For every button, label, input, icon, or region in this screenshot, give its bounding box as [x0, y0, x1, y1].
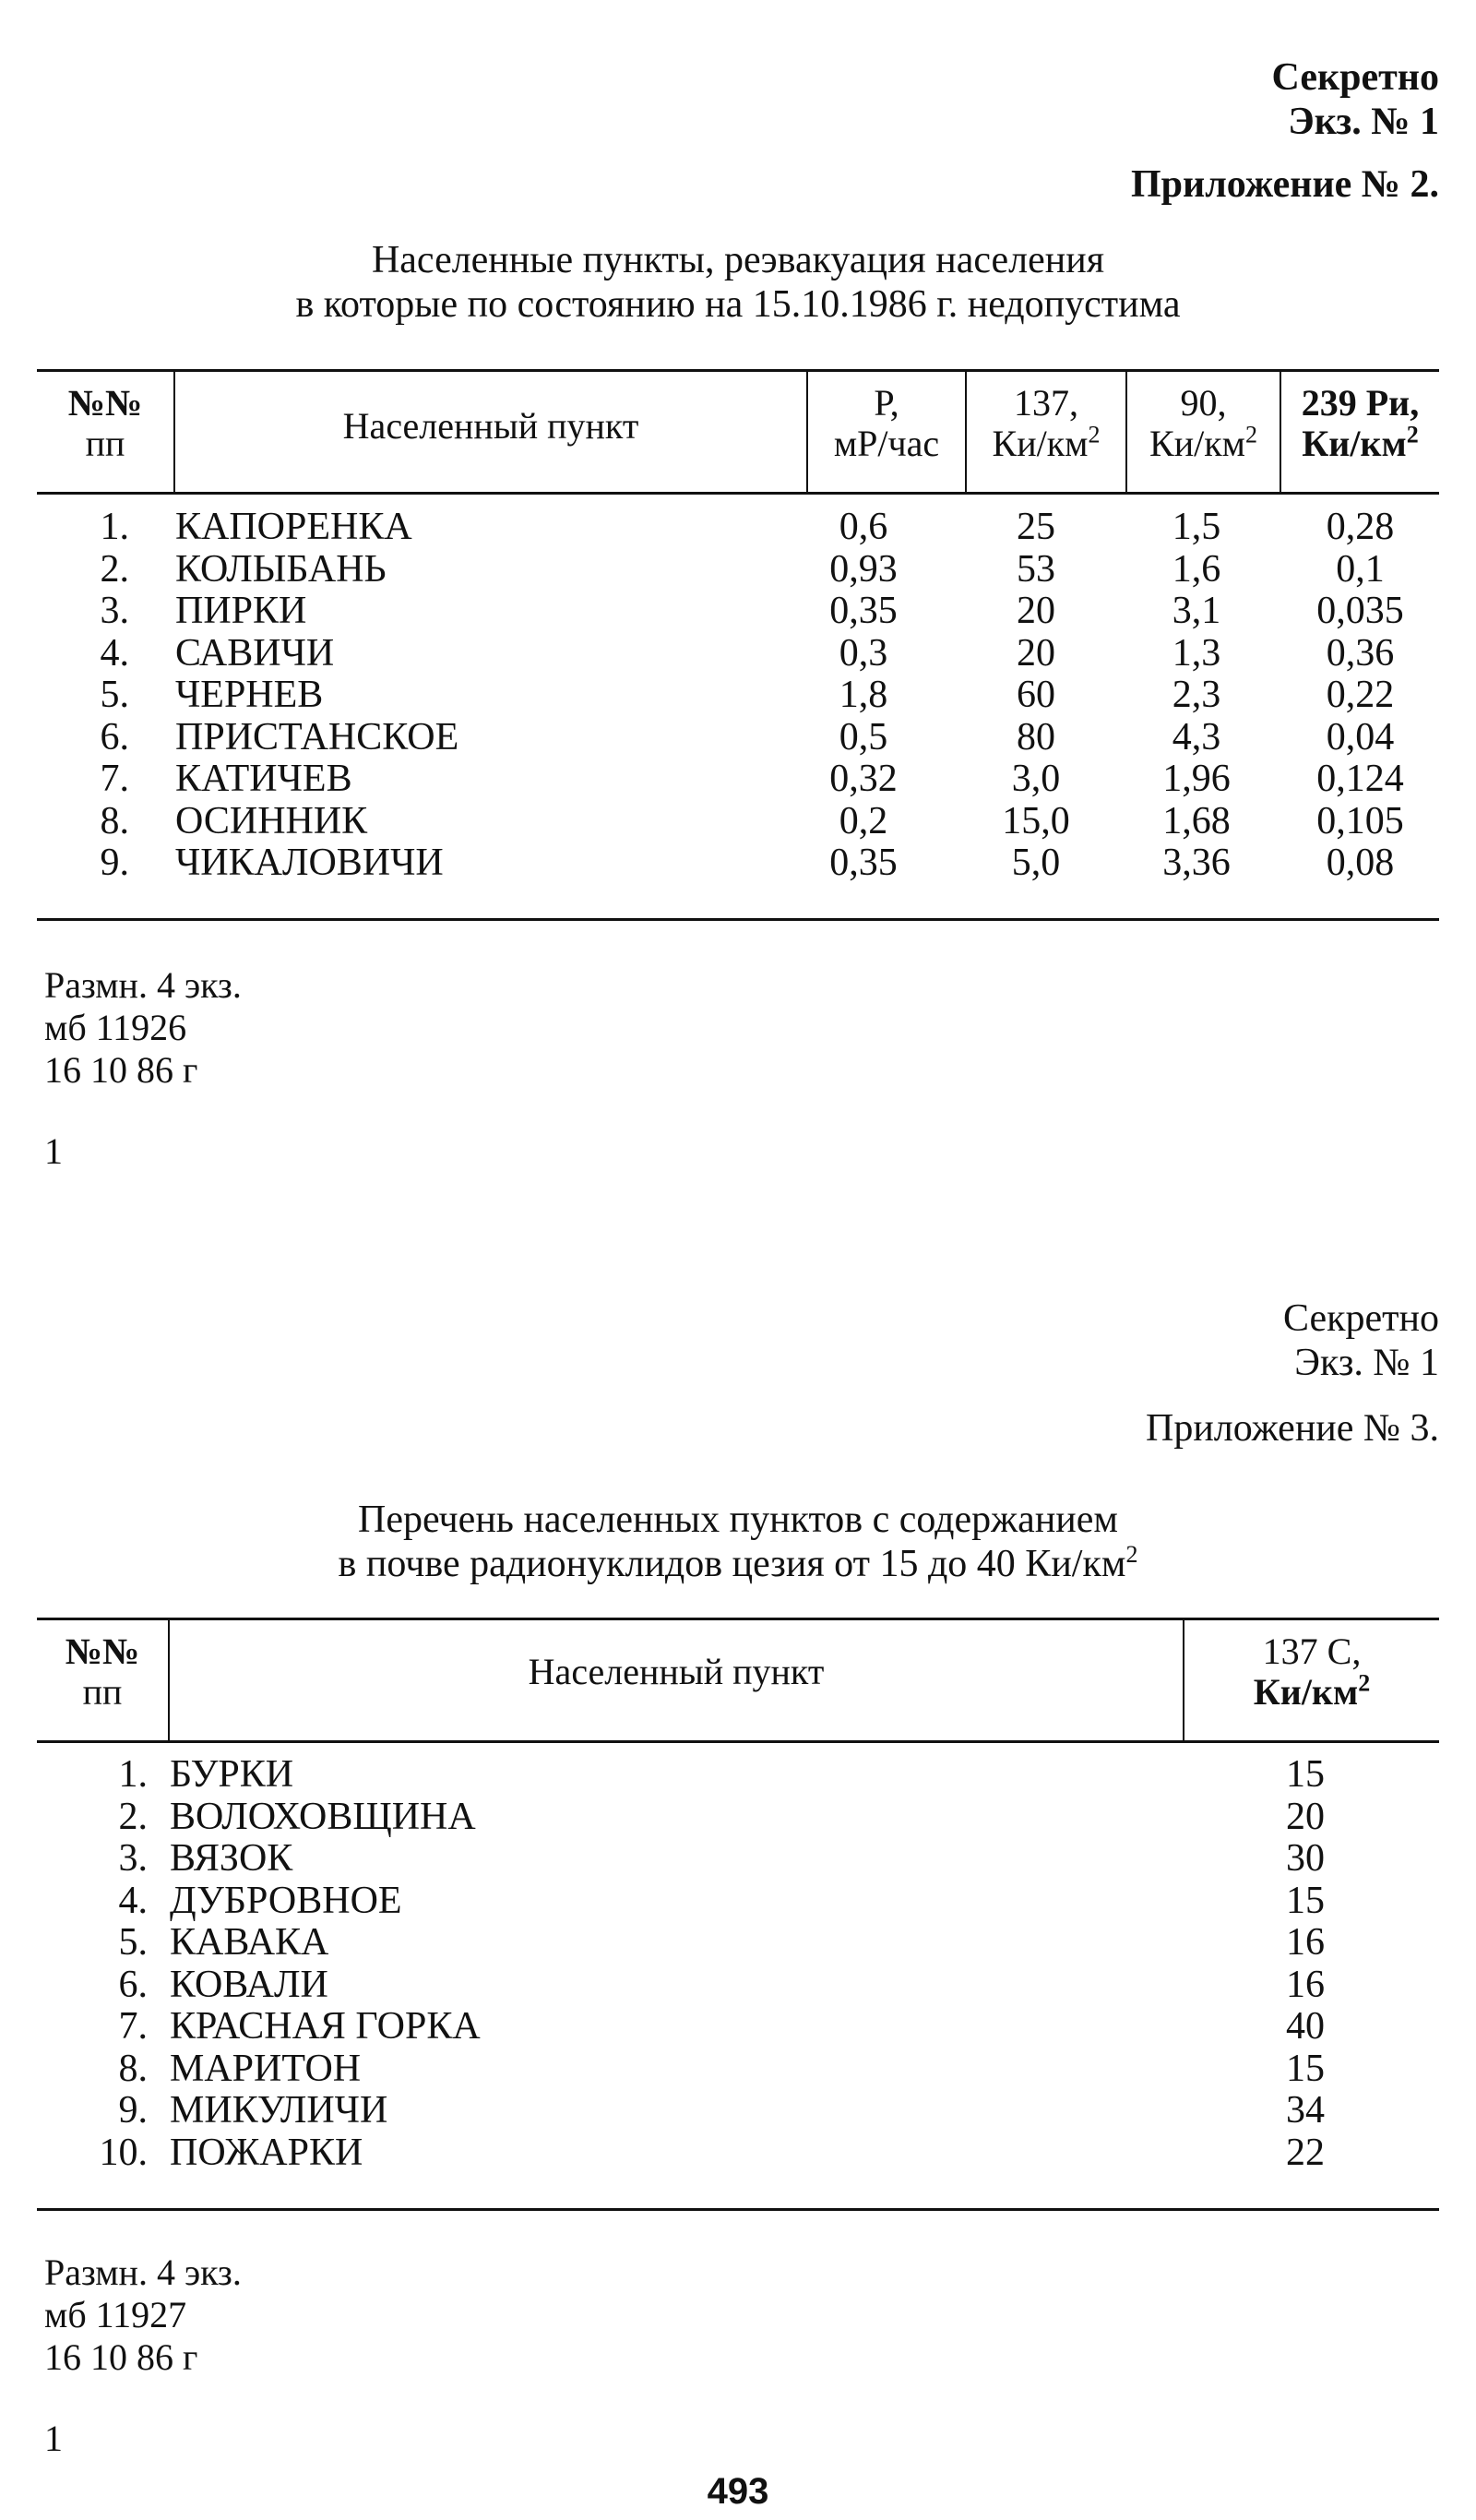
doc1-classification: [1271, 55, 1439, 144]
row-sr90: 3,1: [1172, 590, 1221, 632]
row-cs137: 20: [1286, 1795, 1325, 1838]
table-row: [0, 2005, 1476, 2048]
row-number: 8.: [100, 799, 129, 842]
row-cs137: 15: [1286, 1753, 1325, 1796]
doc2-header-name: Населенный пункт: [528, 1651, 825, 1692]
row-cs137: 22: [1286, 2131, 1325, 2174]
doc2-table-top-rule: [37, 1618, 1439, 1620]
doc1-header-name: Населенный пункт: [342, 405, 639, 447]
row-cs137: 16: [1286, 1963, 1325, 2006]
row-settlement-name: ЧИКАЛОВИЧИ: [175, 842, 444, 884]
row-cs137: 16: [1286, 1921, 1325, 1964]
row-settlement-name: САВИЧИ: [175, 631, 335, 675]
doc1-footer-copies: Размн. 4 экз.: [44, 964, 242, 1006]
row-settlement-name: МАРИТОН: [170, 2047, 362, 2090]
row-number: 8.: [118, 2047, 148, 2090]
row-number: 2.: [118, 1795, 148, 1838]
table-row: [0, 632, 1476, 675]
doc2-appendix: Приложение № 3.: [1146, 1407, 1439, 1450]
table-row: [0, 2132, 1476, 2174]
doc2-header-cs137: 137 С, $Ки/км^2$: [1253, 1630, 1371, 1713]
table-row: [0, 1921, 1476, 1964]
row-dose-rate: 0,6: [839, 506, 888, 548]
table-row: [0, 590, 1476, 632]
row-pu239: 0,04: [1326, 715, 1395, 758]
row-dose-rate: 0,93: [829, 547, 898, 591]
doc2-title-line1: Перечень населенных пунктов с содержанием: [357, 1499, 1118, 1541]
doc1-header-sr90: 90, $Ки/км^2$: [1149, 382, 1257, 464]
row-pu239: 0,124: [1316, 758, 1404, 800]
row-cs137: 15,0: [1002, 799, 1070, 842]
doc1-copy-label: Экз. № 1: [1288, 101, 1439, 143]
row-number: 3.: [118, 1837, 148, 1880]
table-row: [0, 800, 1476, 842]
row-settlement-name: КОЛЫБАНЬ: [175, 547, 387, 591]
doc1-table-top-rule: [37, 369, 1439, 372]
doc1-table-bottom-rule: [37, 918, 1439, 921]
row-number: 1.: [100, 506, 129, 548]
row-sr90: 3,36: [1162, 842, 1231, 884]
row-cs137: 60: [1017, 674, 1055, 716]
table-row: [0, 1964, 1476, 2006]
row-dose-rate: 0,2: [839, 799, 888, 842]
row-settlement-name: КОВАЛИ: [170, 1963, 328, 2006]
page-number: 493: [707, 2471, 769, 2512]
row-settlement-name: ВОЛОХОВЩИНА: [170, 1795, 476, 1838]
row-sr90: 2,3: [1172, 674, 1221, 716]
row-dose-rate: 0,3: [839, 631, 888, 675]
row-pu239: 0,1: [1336, 547, 1385, 591]
row-settlement-name: КАТИЧЕВ: [175, 758, 352, 800]
row-number: 5.: [100, 674, 129, 716]
row-cs137: 5,0: [1011, 842, 1061, 884]
doc2-classification: [1283, 1296, 1439, 1385]
row-number: 10.: [99, 2131, 148, 2174]
row-cs137: 20: [1017, 631, 1055, 675]
row-number: 9.: [118, 2089, 148, 2132]
row-number: 7.: [100, 758, 129, 800]
row-settlement-name: ПРИСТАНСКОЕ: [175, 715, 459, 758]
table-row: [0, 758, 1476, 800]
table-row: [0, 1753, 1476, 1796]
row-number: 2.: [100, 547, 129, 591]
row-settlement-name: БУРКИ: [170, 1753, 294, 1796]
table-row: [0, 842, 1476, 884]
doc2-table-bottom-rule: [37, 2208, 1439, 2211]
row-cs137: 3,0: [1011, 758, 1061, 800]
table-row: [0, 506, 1476, 548]
row-cs137: 15: [1286, 2047, 1325, 2090]
row-number: 3.: [100, 590, 129, 632]
row-settlement-name: КРАСНАЯ ГОРКА: [170, 2005, 481, 2048]
row-settlement-name: КАВАКА: [170, 1921, 329, 1964]
row-dose-rate: 0,5: [839, 715, 888, 758]
doc1-header-p: Р, мР/час: [833, 382, 940, 464]
row-dose-rate: 1,8: [839, 674, 888, 716]
row-number: 6.: [100, 715, 129, 758]
row-cs137: 40: [1286, 2005, 1325, 2048]
doc2-footer-reg: мб 11927: [44, 2294, 187, 2335]
row-pu239: 0,22: [1326, 674, 1395, 716]
doc1-footer-date: 16 10 86 г: [44, 1049, 198, 1091]
row-number: 9.: [100, 842, 129, 884]
table-row: [0, 1796, 1476, 1838]
row-number: 4.: [118, 1879, 148, 1922]
doc1-sheet-number: 1: [44, 1130, 63, 1172]
doc1-header-num: №№ пп: [67, 382, 143, 464]
doc2-sheet-number: 1: [44, 2418, 63, 2459]
doc2-title-line2: в почве радионуклидов цезия от 15 до 40 $Ки/км^2$: [338, 1541, 1138, 1585]
doc1-footer-reg: мб 11926: [44, 1007, 187, 1048]
doc2-footer-copies: Размн. 4 экз.: [44, 2251, 242, 2293]
doc1-appendix: Приложение № 2.: [1130, 163, 1439, 206]
row-number: 6.: [118, 1963, 148, 2006]
doc2-table-header-rule: [37, 1740, 1439, 1743]
table-row: [0, 548, 1476, 591]
doc1-header-cs137: 137, $Ки/км^2$: [992, 382, 1101, 464]
row-sr90: 4,3: [1172, 715, 1221, 758]
doc2-secret-label: Секретно: [1282, 1297, 1439, 1340]
row-settlement-name: ПИРКИ: [175, 590, 307, 632]
row-settlement-name: КАПОРЕНКА: [175, 506, 412, 548]
row-settlement-name: ПОЖАРКИ: [170, 2131, 363, 2174]
row-cs137: 53: [1017, 547, 1055, 591]
row-pu239: 0,105: [1316, 799, 1404, 842]
row-pu239: 0,36: [1326, 631, 1395, 675]
row-number: 4.: [100, 631, 129, 675]
doc1-header-pu239: 239 Ри, $Ки/км^2$: [1301, 382, 1420, 464]
row-pu239: 0,08: [1326, 842, 1395, 884]
row-number: 7.: [118, 2005, 148, 2048]
row-sr90: 1,3: [1172, 631, 1221, 675]
doc2-copy-label: Экз. № 1: [1294, 1342, 1439, 1384]
row-number: 1.: [118, 1753, 148, 1796]
doc1-table-header-rule: [37, 492, 1439, 495]
table-row: [0, 2089, 1476, 2132]
row-cs137: 25: [1017, 506, 1055, 548]
table-row: [0, 1837, 1476, 1880]
row-settlement-name: ОСИННИК: [175, 799, 368, 842]
doc1-title-line1: Населенные пункты, реэвакуация населения: [371, 239, 1105, 281]
doc2-footer-date: 16 10 86 г: [44, 2336, 198, 2378]
row-cs137: 80: [1017, 715, 1055, 758]
table-row: [0, 716, 1476, 758]
row-pu239: 0,035: [1316, 590, 1404, 632]
row-dose-rate: 0,32: [829, 758, 898, 800]
row-sr90: 1,6: [1172, 547, 1221, 591]
doc1-secret-label: Секретно: [1271, 56, 1439, 99]
row-sr90: 1,96: [1162, 758, 1231, 800]
row-settlement-name: ДУБРОВНОЕ: [170, 1879, 402, 1922]
table-row: [0, 2048, 1476, 2090]
row-sr90: 1,5: [1172, 506, 1221, 548]
row-cs137: 34: [1286, 2089, 1325, 2132]
row-cs137: 15: [1286, 1879, 1325, 1922]
row-settlement-name: ЧЕРНЕВ: [175, 674, 324, 716]
table-row: [0, 674, 1476, 716]
row-sr90: 1,68: [1162, 799, 1231, 842]
row-cs137: 30: [1286, 1837, 1325, 1880]
doc2-header-num: №№ пп: [65, 1630, 140, 1713]
table-row: [0, 1880, 1476, 1922]
doc1-title-line2: в которые по состоянию на 15.10.1986 г. недопустима: [295, 283, 1181, 326]
row-pu239: 0,28: [1326, 506, 1395, 548]
row-settlement-name: ВЯЗОК: [170, 1837, 293, 1880]
row-number: 5.: [118, 1921, 148, 1964]
row-cs137: 20: [1017, 590, 1055, 632]
row-dose-rate: 0,35: [829, 590, 898, 632]
row-dose-rate: 0,35: [829, 842, 898, 884]
row-settlement-name: МИКУЛИЧИ: [170, 2089, 388, 2132]
